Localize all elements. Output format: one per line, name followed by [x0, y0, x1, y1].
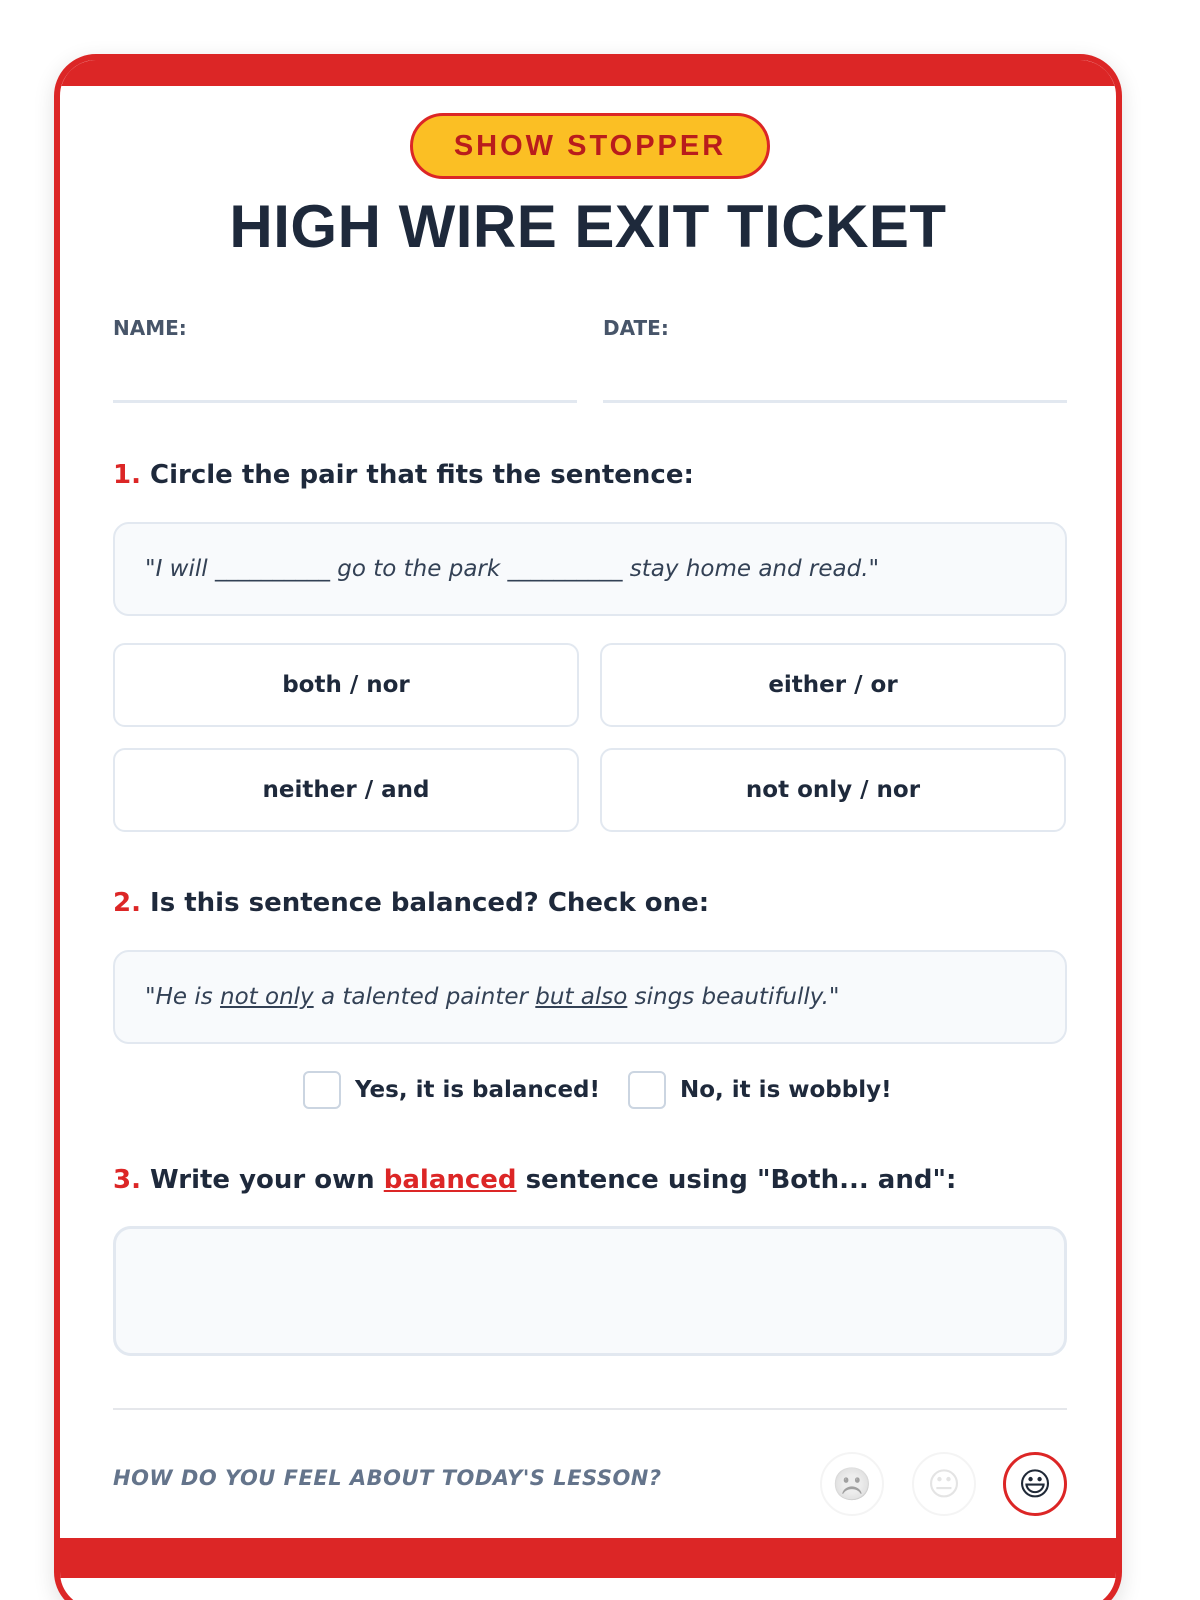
option-either-or[interactable]: either / or [600, 643, 1066, 727]
question-3-accent-word: balanced [383, 1165, 517, 1195]
show-stopper-badge: SHOW STOPPER [410, 113, 770, 179]
footer-divider [113, 1408, 1067, 1410]
sad-face-icon[interactable]: ☹️ [820, 1452, 884, 1516]
name-field[interactable] [113, 400, 577, 403]
question-2 [113, 888, 709, 918]
sentence-underline-not-only: not only [220, 984, 314, 1010]
date-field[interactable] [603, 400, 1067, 403]
card-bottom-band [60, 1538, 1116, 1578]
no-wobbly-option[interactable] [628, 1068, 892, 1112]
question-3-text-before: Write your own [150, 1165, 384, 1195]
exit-ticket-card [54, 54, 1122, 1600]
option-both-nor[interactable]: both / nor [113, 643, 579, 727]
option-not-only-nor[interactable]: not only / nor [600, 748, 1066, 832]
happy-face-icon[interactable]: 😃 [1003, 1452, 1067, 1516]
question-3 [113, 1165, 956, 1195]
question-1-sentence: "I will __________ go to the park __________ stay home and read." [145, 556, 880, 582]
no-label: No, it is wobbly! [680, 1077, 892, 1103]
question-1 [113, 460, 694, 490]
name-label: NAME: [113, 316, 187, 340]
page-title: HIGH WIRE EXIT TICKET [229, 193, 947, 260]
question-1-sentence-box [113, 522, 1067, 616]
sentence-part-1: "He is [145, 984, 221, 1010]
yes-label: Yes, it is balanced! [355, 1077, 600, 1103]
option-neither-and[interactable]: neither / and [113, 748, 579, 832]
sentence-answer-box[interactable] [113, 1226, 1067, 1356]
question-3-number: 3. [113, 1165, 141, 1195]
sentence-part-3: sings beautifully." [627, 984, 840, 1010]
sentence-underline-but-also: but also [535, 984, 628, 1010]
date-label: DATE: [603, 316, 669, 340]
neutral-face-icon[interactable]: 😐 [912, 1452, 976, 1516]
yes-checkbox[interactable] [303, 1071, 341, 1109]
question-1-number: 1. [113, 460, 141, 490]
question-2-number: 2. [113, 888, 141, 918]
no-checkbox[interactable] [628, 1071, 666, 1109]
question-1-text: Circle the pair that fits the sentence: [150, 460, 694, 490]
yes-balanced-option[interactable] [303, 1068, 600, 1112]
question-3-text-after: sentence using "Both... and": [516, 1165, 957, 1195]
sentence-part-2: a talented painter [313, 984, 536, 1010]
card-top-band [60, 60, 1116, 86]
question-2-sentence-box [113, 950, 1067, 1044]
question-2-text: Is this sentence balanced? Check one: [150, 888, 710, 918]
feedback-prompt: HOW DO YOU FEEL ABOUT TODAY'S LESSON? [113, 1466, 662, 1490]
